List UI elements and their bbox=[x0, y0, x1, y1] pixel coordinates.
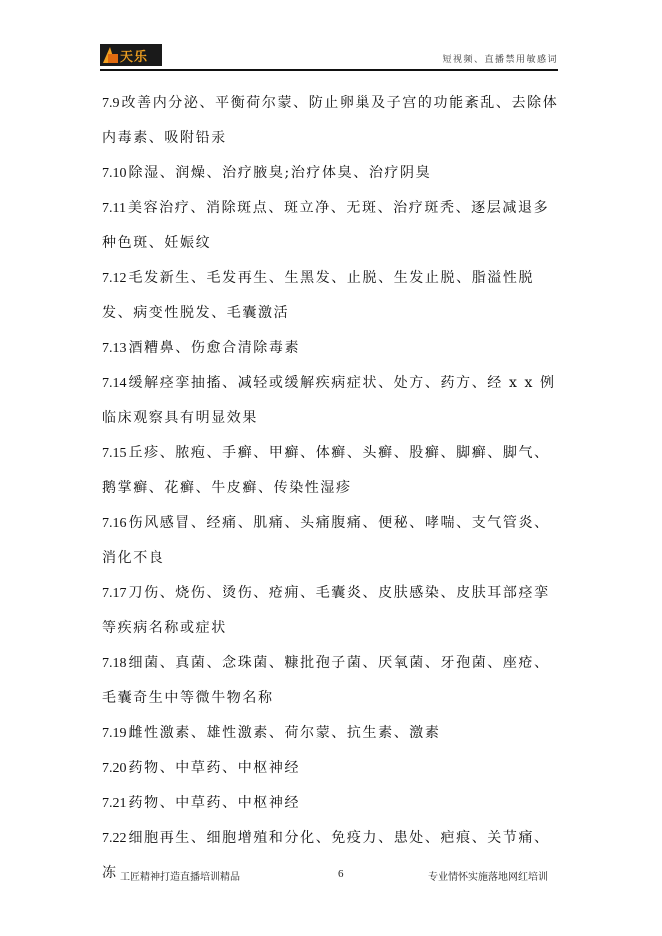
logo-text: 天乐 bbox=[120, 49, 149, 65]
item-text: 美容治疗、消除斑点、斑立净、无斑、治疗斑秃、逐层减退多种色斑、妊娠纹 bbox=[102, 200, 550, 251]
list-item bbox=[102, 751, 562, 786]
item-number: 7.14 bbox=[102, 376, 127, 391]
list-item bbox=[102, 261, 562, 331]
item-number: 7.16 bbox=[102, 516, 127, 531]
item-number: 7.21 bbox=[102, 796, 127, 811]
item-text: 丘疹、脓疱、手癣、甲癣、体癣、头癣、股癣、脚癣、脚气、鹅掌癣、花癣、牛皮癣、传染性湿疹 bbox=[102, 445, 550, 496]
item-number: 7.11 bbox=[102, 201, 126, 216]
list-item bbox=[102, 436, 562, 506]
item-number: 7.10 bbox=[102, 166, 127, 181]
page-number: 6 bbox=[338, 868, 344, 880]
list-item bbox=[102, 156, 562, 191]
item-number: 7.15 bbox=[102, 446, 127, 461]
list-item bbox=[102, 331, 562, 366]
list-item bbox=[102, 366, 562, 436]
item-number: 7.12 bbox=[102, 271, 127, 286]
item-text: 细菌、真菌、念珠菌、糠批孢子菌、厌氧菌、牙孢菌、座疮、毛囊奇生中等微牛物名称 bbox=[102, 655, 550, 706]
list-item bbox=[102, 86, 562, 156]
item-text: 除湿、润燥、治疗腋臭;治疗体臭、治疗阴臭 bbox=[128, 165, 432, 181]
item-text: 缓解痉挛抽搐、减轻或缓解疾病症状、处方、药方、经 x x 例临床观察具有明显效果 bbox=[102, 375, 556, 426]
item-number: 7.19 bbox=[102, 726, 127, 741]
document-body bbox=[102, 86, 562, 891]
item-text: 改善内分泌、平衡荷尔蒙、防止卵巢及子宫的功能紊乱、去除体内毒素、吸附铅汞 bbox=[102, 95, 559, 146]
list-item bbox=[102, 716, 562, 751]
footer-left-text: 工匠精神打造直播培训精品 bbox=[120, 872, 240, 883]
item-text: 伤风感冒、经痛、肌痛、头痛腹痛、便秘、哮喘、支气管炎、消化不良 bbox=[102, 515, 550, 566]
list-item bbox=[102, 191, 562, 261]
item-text: 药物、中草药、中枢神经 bbox=[128, 760, 301, 776]
item-text: 雌性激素、雄性激素、荷尔蒙、抗生素、激素 bbox=[128, 725, 441, 741]
header-divider bbox=[100, 69, 558, 71]
item-number: 7.13 bbox=[102, 341, 127, 356]
item-text: 药物、中草药、中枢神经 bbox=[128, 795, 301, 811]
page-header bbox=[100, 44, 558, 70]
item-text: 刀伤、烧伤、烫伤、疮痈、毛囊炎、皮肤感染、皮肤耳部痉挛等疾病名称或症状 bbox=[102, 585, 550, 636]
list-item bbox=[102, 646, 562, 716]
footer-right-text: 专业情怀实施落地网红培训 bbox=[428, 872, 548, 883]
item-number: 7.20 bbox=[102, 761, 127, 776]
item-number: 7.22 bbox=[102, 831, 127, 846]
logo bbox=[100, 44, 162, 66]
item-text: 酒糟鼻、伤愈合清除毒素 bbox=[128, 340, 301, 356]
item-number: 7.17 bbox=[102, 586, 127, 601]
item-number: 7.9 bbox=[102, 96, 120, 111]
logo-mark-icon bbox=[100, 44, 120, 66]
item-text: 细胞再生、细胞增殖和分化、免疫力、患处、疤痕、关节痛、冻 bbox=[102, 830, 550, 881]
list-item bbox=[102, 786, 562, 821]
list-item bbox=[102, 506, 562, 576]
header-title: 短视频、直播禁用敏感词 bbox=[442, 55, 558, 65]
item-number: 7.18 bbox=[102, 656, 127, 671]
list-item bbox=[102, 576, 562, 646]
item-text: 毛发新生、毛发再生、生黑发、止脱、生发止脱、脂溢性脱发、病变性脱发、毛囊激活 bbox=[102, 270, 535, 321]
